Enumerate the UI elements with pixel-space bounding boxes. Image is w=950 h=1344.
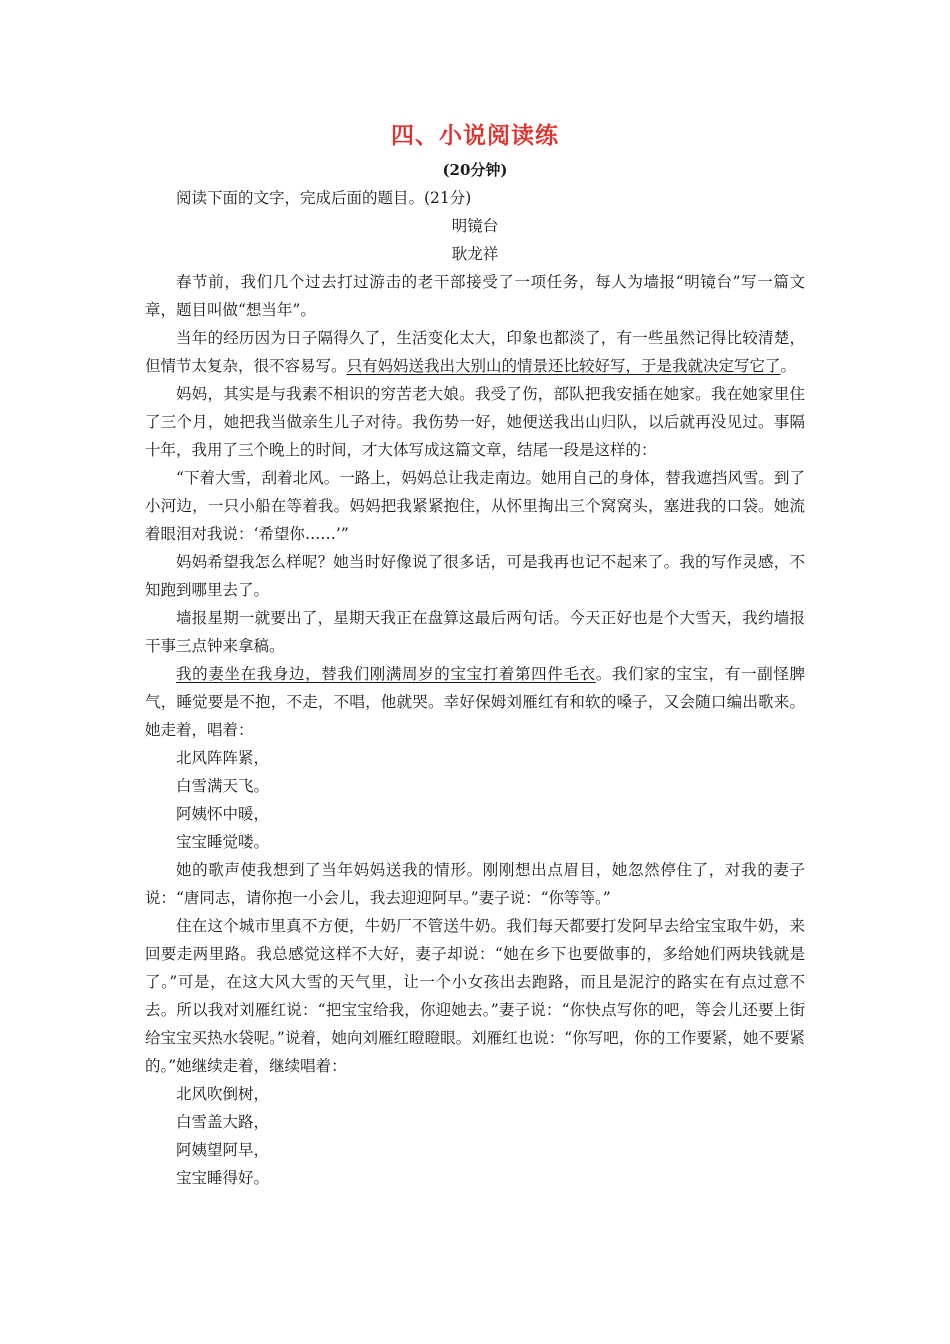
song-2: [145, 1080, 805, 1192]
song-1-line: 北风阵阵紧，: [176, 749, 270, 767]
paragraph-2: [145, 324, 805, 380]
time-limit: (20分钟): [442, 161, 508, 179]
song-1-line: 宝宝睡觉喽。: [176, 833, 270, 851]
song-2-line: 阿姨望阿早，: [176, 1141, 270, 1159]
paragraph-7-text: 。我们家的宝宝，有一副怪脾气，睡觉要是不抱，不走，不唱，他就哭。幸好保姆刘雁红有和软的嗓子，又会随口编出歌来。她走着，唱着：: [145, 665, 805, 739]
song-1: [145, 744, 805, 856]
song-1-line: 阿姨怀中暖，: [176, 805, 270, 823]
paragraph-2-text: 当年的经历因为日子隔得久了，生活变化太大，印象也都淡了，有一些虽然记得比较清楚，但情节太复杂，很不容易写。: [145, 329, 805, 375]
section-title: 四、小说阅读练: [391, 122, 559, 149]
paragraph-2-end: 。: [780, 357, 797, 375]
song-1-line: 白雪满天飞。: [176, 777, 270, 795]
song-2-line: 白雪盖大路，: [176, 1113, 270, 1131]
instruction: 阅读下面的文字，完成后面的题目。(21分): [176, 189, 472, 207]
document-page: [145, 118, 805, 1192]
story-author: 耿龙祥: [451, 245, 499, 263]
song-2-line: 宝宝睡得好。: [176, 1169, 270, 1187]
paragraph-6: 墙报星期一就要出了，星期天我正在盘算这最后两句话。今天正好也是个大雪天，我约墙报干事三点钟来拿稿。: [145, 609, 805, 655]
paragraph-1: 春节前，我们几个过去打过游击的老干部接受了一项任务，每人为墙报“明镜台”写一篇文章，题目叫做“想当年”。: [145, 273, 805, 319]
paragraph-9: 住在这个城市里真不方便，牛奶厂不管送牛奶。我们每天都要打发阿早去给宝宝取牛奶，来回要走两里路。我总感觉这样不大好，妻子却说：“她在乡下也要做事的，多给她们两块钱就是了。”可是，在这大风大雪的天气里，让一个小女孩出去跑路，而且是泥泞的路实在有点过意不去。所以我对刘雁红说：“把宝宝给我，你迎她去。”妻子说：“你快点写你的吧，等会儿还要上街给宝宝买热水袋呢。”说着，她向刘雁红瞪瞪眼。刘雁红也说：“你写吧，你的工作要紧，她不要紧的。”她继续走着，继续唱着：: [145, 917, 805, 1075]
song-2-line: 北风吹倒树，: [176, 1085, 270, 1103]
underlined-sentence-2: 我的妻坐在我身边，替我们刚满周岁的宝宝打着第四件毛衣: [176, 665, 596, 683]
paragraph-3: 妈妈，其实是与我素不相识的穷苦老大娘。我受了伤，部队把我安插在她家。我在她家里住了三个月，她把我当做亲生儿子对待。我伤势一好，她便送我出山归队，以后就再没见过。事隔十年，我用了三个晚上的时间，才大体写成这篇文章，结尾一段是这样的：: [145, 385, 805, 459]
story-title: 明镜台: [451, 217, 499, 235]
paragraph-7: [145, 660, 805, 744]
underlined-sentence-1: 只有妈妈送我出大别山的情景还比较好写，于是我就决定写它了: [346, 357, 781, 375]
paragraph-4-quote: “下着大雪，刮着北风。一路上，妈妈总让我走南边。她用自己的身体，替我遮挡风雪。到了小河边，一只小船在等着我。妈妈把我紧紧抱住，从怀里掏出三个窝窝头，塞进我的口袋。她流着眼泪对我说：‘希望你……’”: [145, 469, 805, 543]
paragraph-5: 妈妈希望我怎么样呢？她当时好像说了很多话，可是我再也记不起来了。我的写作灵感，不知跑到哪里去了。: [145, 553, 805, 599]
paragraph-8: 她的歌声使我想到了当年妈妈送我的情形。刚刚想出点眉目，她忽然停住了，对我的妻子说：“唐同志，请你抱一小会儿，我去迎迎阿早。”妻子说：“你等等。”: [145, 861, 805, 907]
